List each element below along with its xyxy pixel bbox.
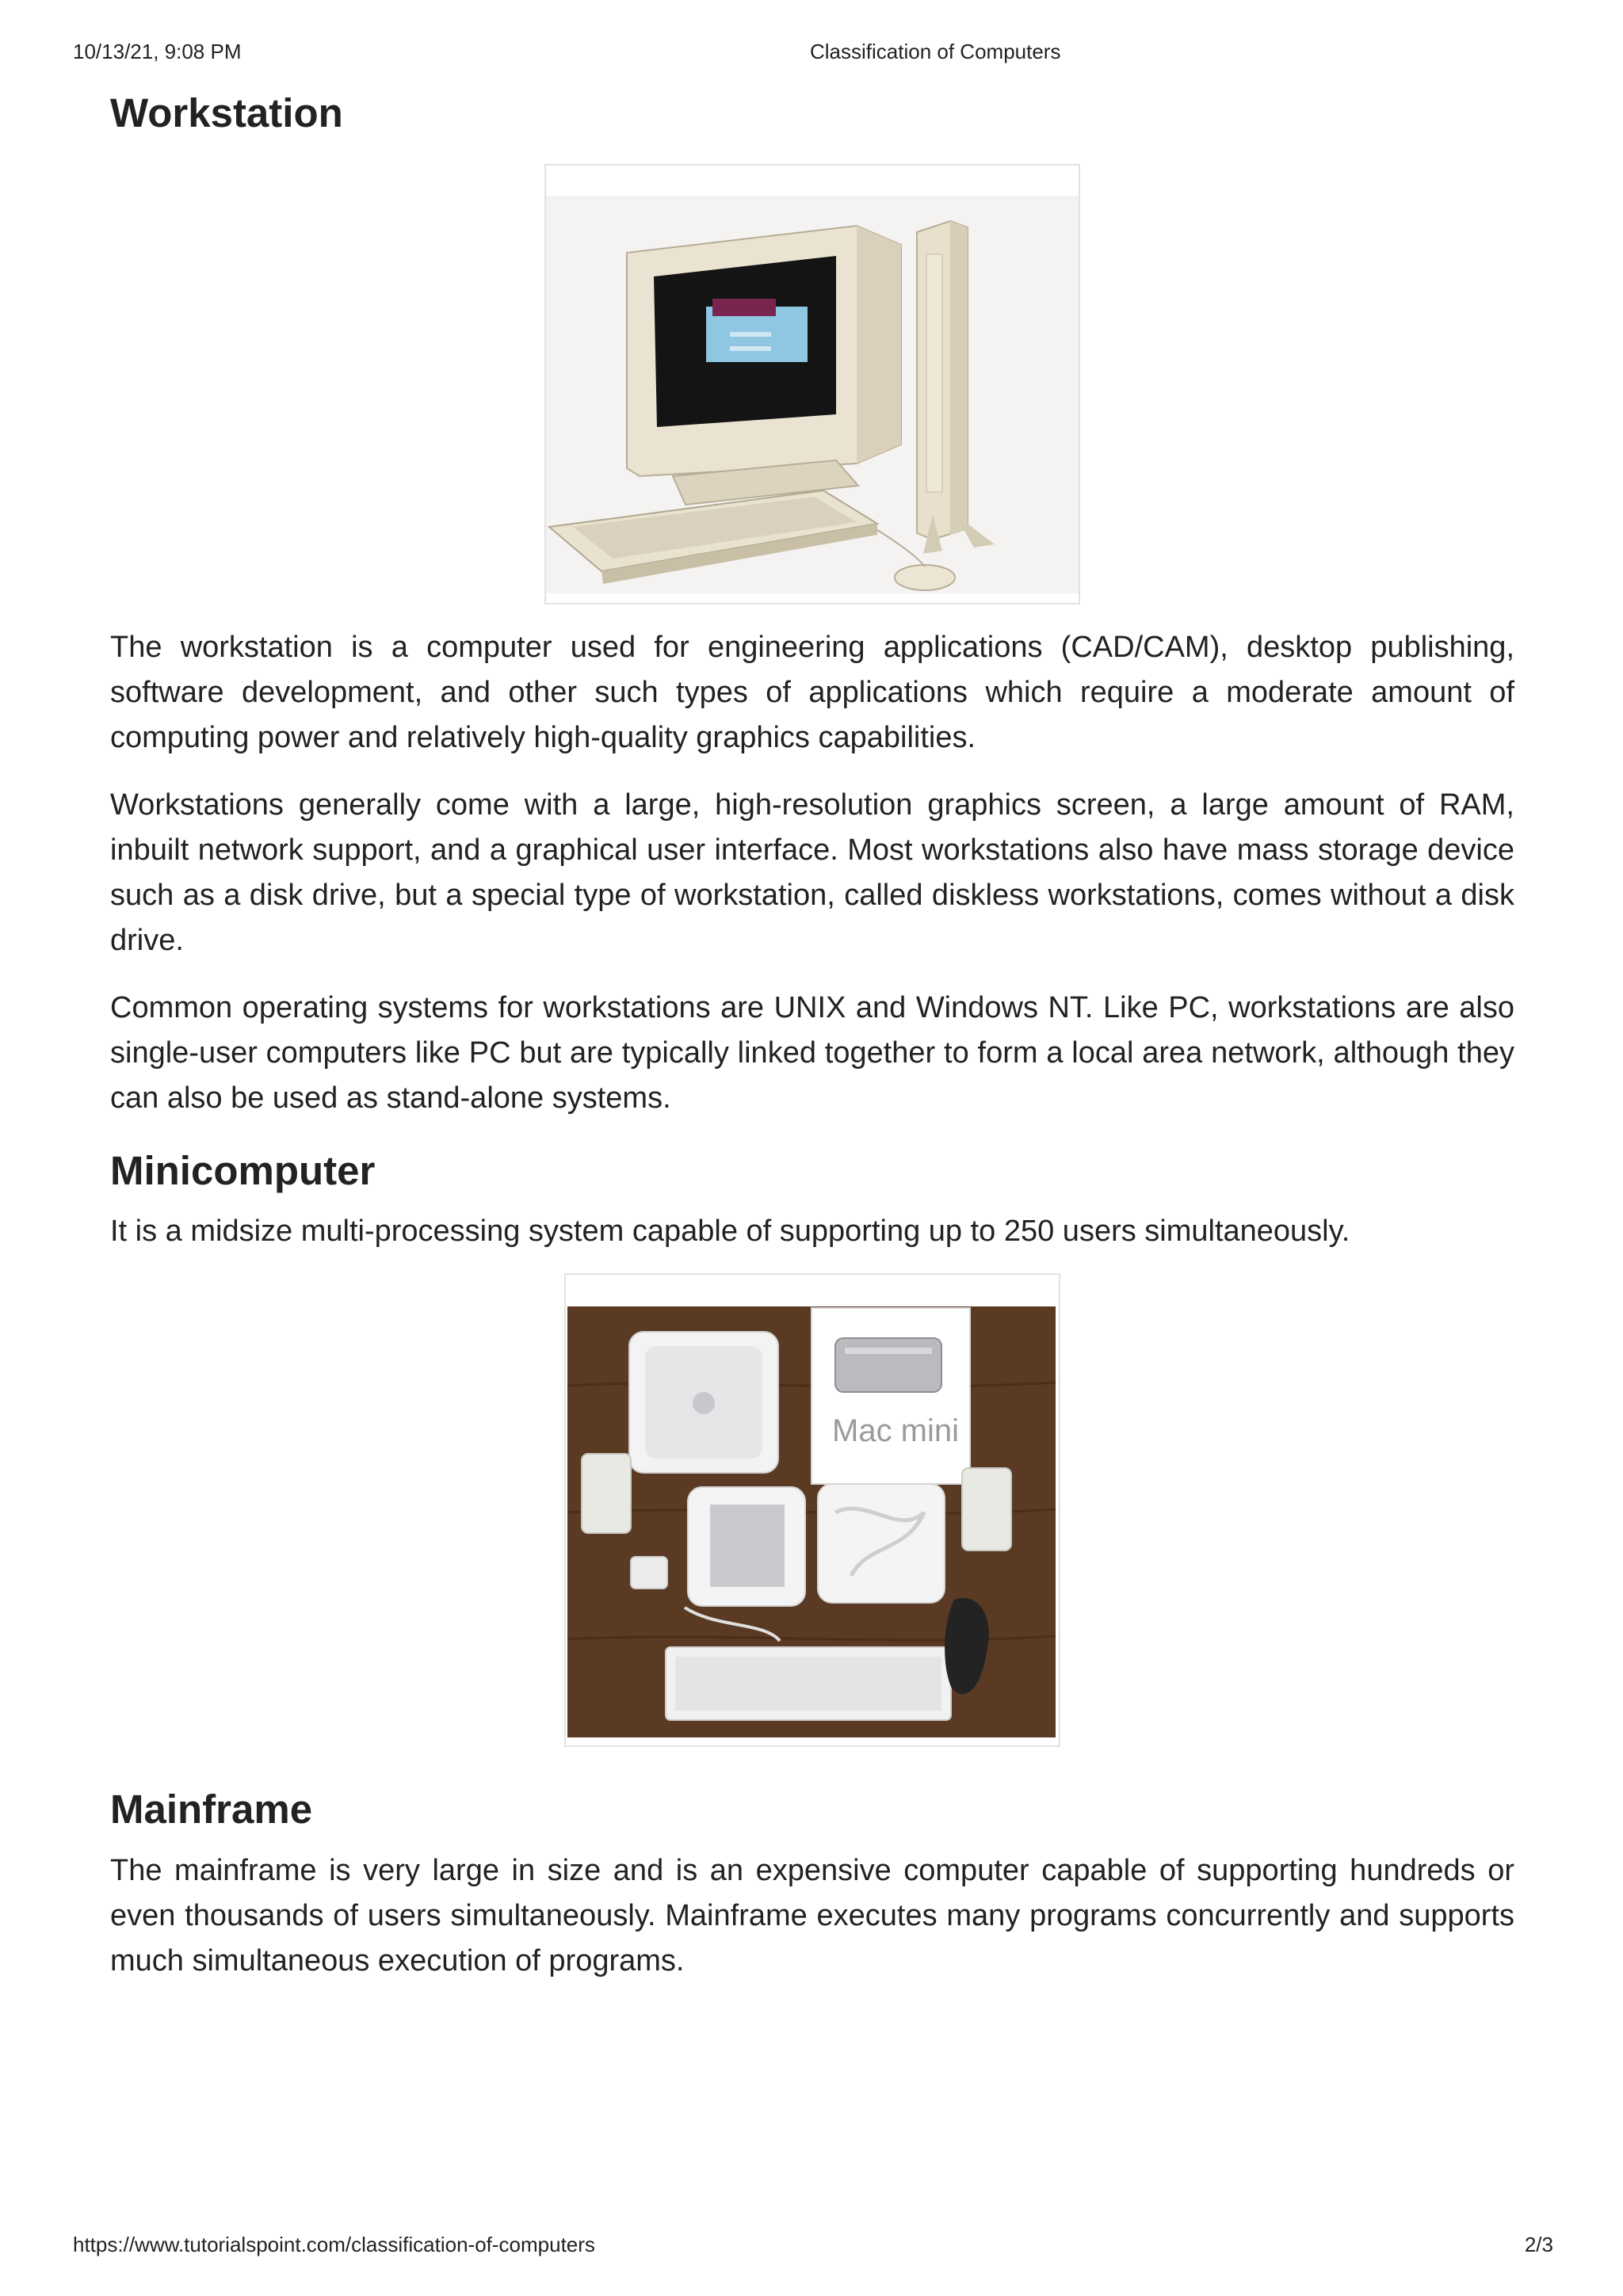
minicomputer-intro: It is a midsize multi-processing system capable of supporting up to 250 users simultaneously. [110, 1215, 1350, 1249]
workstation-heading: Workstation [110, 90, 343, 135]
workstation-paragraph-1: The workstation is a computer used for engineering applications (CAD/CAM), desktop publishing, software development, and other such types of applications which require a moderate amount of computing power and relatively high-quality graphics capabilities. [110, 631, 1514, 755]
workstation-paragraph-2: Workstations generally come with a large, high-resolution graphics screen, a large amount of RAM, inbuilt network support, and a graphical user interface. Most workstations also have mass storage device such as a disk drive, but a special type of workstation, called diskless workstations, comes without a disk drive. [110, 788, 1514, 958]
mac-mini-box-label: Mac mini [832, 1413, 960, 1449]
print-header-title: Classification of Computers [810, 40, 1061, 63]
mac-mini-illustration [566, 1275, 1059, 1745]
print-footer-page-number: 2/3 [1524, 2233, 1553, 2256]
print-footer-url: https://www.tutorialspoint.com/classification-of-computers [73, 2233, 595, 2256]
workstation-illustration [546, 166, 1079, 603]
print-header-datetime: 10/13/21, 9:08 PM [73, 40, 242, 63]
workstation-paragraph-3: Common operating systems for workstations are UNIX and Windows NT. Like PC, workstations are also single-user computers like PC but are typically linked together to form a local area network, although they can also be used as stand-alone systems. [110, 991, 1514, 1116]
mainframe-paragraph: The mainframe is very large in size and is an expensive computer capable of supporting hundreds or even thousands of users simultaneously. Mainframe executes many programs concurrently and supports much simultaneous execution of programs. [110, 1853, 1514, 1978]
mainframe-heading: Mainframe [110, 1787, 313, 1833]
minicomputer-image [564, 1273, 1060, 1747]
minicomputer-heading: Minicomputer [110, 1148, 376, 1194]
article-content [110, 79, 1514, 1984]
workstation-image [544, 164, 1080, 605]
